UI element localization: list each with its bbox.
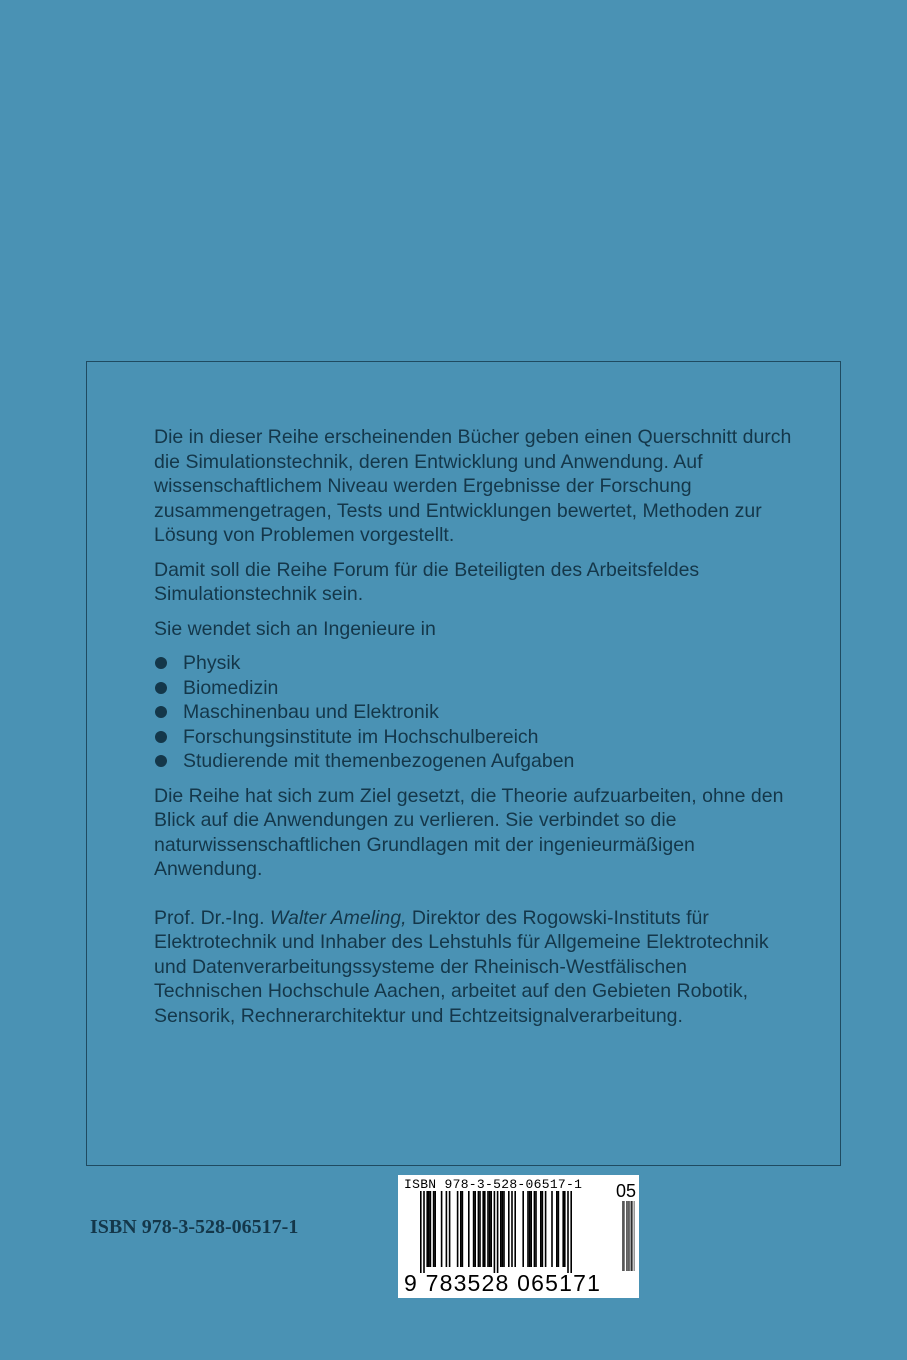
barcode-bar — [468, 1191, 470, 1267]
barcode-bar — [433, 1191, 435, 1267]
audience-list — [154, 651, 794, 774]
barcode-bar — [474, 1191, 476, 1267]
barcode-bar — [423, 1191, 425, 1273]
barcode-bar — [441, 1191, 443, 1267]
barcode-bar — [457, 1191, 459, 1267]
barcode-bar — [497, 1191, 499, 1273]
barcode-addon-bar — [624, 1201, 625, 1271]
barcode-bar — [462, 1191, 464, 1267]
barcode-bar — [473, 1191, 475, 1267]
barcode-bar — [570, 1191, 572, 1273]
barcode-addon-bar — [631, 1201, 632, 1271]
barcode-addon-bar — [627, 1201, 628, 1271]
barcode-bar — [460, 1191, 462, 1267]
barcode-bar — [511, 1191, 513, 1267]
barcode-bar — [478, 1191, 480, 1267]
barcode-bar — [535, 1191, 537, 1267]
list-item: Biomedizin — [154, 676, 794, 701]
barcode-bar — [551, 1191, 553, 1267]
barcode-addon-bar — [628, 1201, 629, 1271]
author-name: Walter Ameling, — [269, 906, 407, 929]
barcode-bar — [482, 1191, 484, 1267]
barcode-addon-bar — [622, 1201, 623, 1271]
barcode-bar — [503, 1191, 505, 1267]
list-item: Studierende mit themenbezogenen Aufgaben — [154, 749, 794, 774]
list-item: Forschungsinstitute im Hochschulbereich — [154, 725, 794, 750]
barcode-addon-bar — [631, 1201, 632, 1271]
barcode-addon-bar — [626, 1201, 627, 1271]
barcode-bar — [558, 1191, 560, 1267]
barcode-bar — [430, 1191, 432, 1267]
barcode-bar — [522, 1191, 524, 1267]
author-bio — [154, 906, 794, 1029]
barcode-addon-bar — [623, 1201, 624, 1271]
barcode-digits: 9 783528 065171 — [404, 1270, 602, 1296]
barcode-bar — [562, 1191, 564, 1267]
author-bio-text: Direktor des Rogowski-Instituts für Elektrotechnik und Inhaber des Lehstuhls für Allgemeine Elektrotechnik und Datenverarbeitungssysteme der Rheinisch-Westfälischen Technischen Hochschule Aachen, arbeitet auf den Gebieten Robotik, Sensorik, Rechnerarchitektur und Echtzeitsignalverarbeitung. — [154, 906, 769, 1027]
list-item: Maschinenbau und Elektronik — [154, 700, 794, 725]
barcode-isbn-text: ISBN 978-3-528-06517-1 — [404, 1177, 583, 1192]
forum-paragraph: Damit soll die Reihe Forum für die Beteiligten des Arbeitsfeldes Simulationstechnik sein. — [154, 558, 700, 605]
barcode-bar — [426, 1191, 428, 1267]
barcode — [398, 1175, 639, 1298]
barcode-bar — [489, 1191, 491, 1267]
barcode-bar — [428, 1191, 430, 1267]
barcode-bar — [534, 1191, 536, 1267]
barcode-bar — [420, 1191, 422, 1273]
barcode-bar — [446, 1191, 448, 1267]
barcode-bar — [529, 1191, 531, 1267]
barcode-bar — [490, 1191, 492, 1267]
barcode-bar — [449, 1191, 451, 1267]
isbn-label: ISBN 978-3-528-06517-1 — [90, 1216, 299, 1238]
barcode-bar — [494, 1191, 496, 1273]
intro-paragraph: Die in dieser Reihe erscheinenden Bücher geben einen Querschnitt durch die Simulationstechnik, deren Entwicklung und Anwendung. Auf wissenschaftlichem Niveau werden Ergebnisse der Forschung zusammengetragen, Tests und Entwicklungen bewertet, Methoden zur Lösung von Problemen vorgestellt. — [154, 426, 792, 546]
barcode-bar — [479, 1191, 481, 1267]
barcode-bar — [545, 1191, 547, 1267]
barcode-bar — [567, 1191, 569, 1273]
barcode-bar — [487, 1191, 489, 1267]
barcode-bar — [484, 1191, 486, 1267]
barcode-bar — [530, 1191, 532, 1267]
barcode-bar — [502, 1191, 504, 1267]
audience-intro: Sie wendet sich an Ingenieure in — [154, 617, 436, 640]
barcode-bar — [514, 1191, 516, 1267]
barcode-addon-bar — [634, 1201, 635, 1271]
barcode-addon-digits: 05 — [616, 1181, 637, 1201]
barcode-bar — [564, 1191, 566, 1267]
list-item: Physik — [154, 651, 794, 676]
goal-paragraph: Die Reihe hat sich zum Ziel gesetzt, die Theorie aufzuarbeiten, ohne den Blick auf die Anwendungen zu verlieren. Sie verbindet so die naturwissenschaftlichen Grundlagen mit der ingenieurmäßigen Anwendung. — [154, 784, 784, 880]
barcode-bar — [556, 1191, 558, 1267]
barcode-bar — [527, 1191, 529, 1267]
barcode-bar — [434, 1191, 436, 1267]
author-prefix: Prof. Dr.-Ing. — [154, 906, 270, 929]
barcode-bar — [542, 1191, 544, 1267]
barcode-addon-bar — [632, 1201, 633, 1271]
barcode-bar — [540, 1191, 542, 1267]
barcode-bar — [500, 1191, 502, 1267]
barcode-addon-bar — [629, 1201, 630, 1271]
description-text — [154, 425, 794, 1038]
barcode-bar — [508, 1191, 510, 1267]
